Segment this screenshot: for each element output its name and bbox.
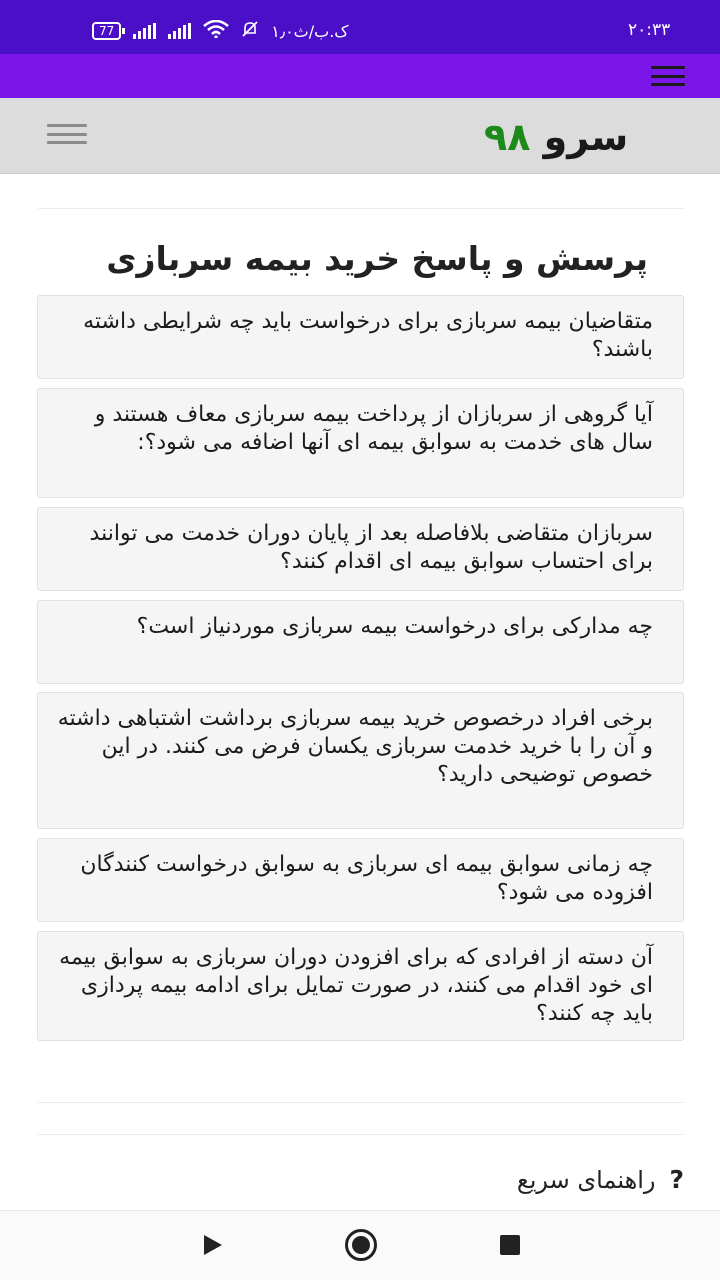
page-title: پرسش و پاسخ خرید بیمه سربازی	[106, 239, 648, 278]
battery-icon	[92, 22, 121, 40]
logo-text: سرو	[543, 115, 629, 159]
site-logo[interactable]	[484, 115, 628, 159]
signal-icon-2	[168, 23, 191, 39]
faq-question: سربازان متقاضی بلافاصله بعد از پایان دوران خدمت می توانند برای احتساب سوابق بیمه ای اقدام کنند؟	[89, 521, 653, 574]
quick-guide[interactable]	[38, 1160, 684, 1200]
divider	[38, 1102, 684, 1103]
home-icon[interactable]	[345, 1229, 377, 1261]
site-header	[0, 98, 720, 174]
divider	[38, 1134, 684, 1135]
faq-question: برخی افراد درخصوص خرید بیمه سربازی برداشت اشتباهی داشته و آن را با خرید خدمت سربازی یکسان فرض می کنند. در این خصوص توضیحی دارید؟	[57, 706, 653, 787]
quick-guide-label: راهنمای سریع	[516, 1166, 656, 1194]
faq-item[interactable]	[37, 600, 684, 684]
network-speed: ۱٫۰ک.ب/ث	[271, 21, 349, 41]
back-icon[interactable]	[204, 1235, 222, 1255]
faq-question: چه زمانی سوابق بیمه ای سربازی به سوابق درخواست کنندگان افزوده می شود؟	[80, 852, 653, 905]
site-menu-icon[interactable]	[47, 124, 87, 144]
divider	[38, 208, 684, 209]
status-icons	[92, 20, 349, 42]
faq-item[interactable]	[37, 692, 684, 829]
wifi-icon	[203, 20, 229, 42]
navigation-bar	[0, 1210, 720, 1280]
faq-question: چه مدارکی برای درخواست بیمه سربازی موردنیاز است؟	[136, 614, 653, 639]
status-bar	[0, 0, 720, 54]
faq-item[interactable]	[37, 931, 684, 1041]
logo-number: ۹۸	[484, 115, 531, 159]
faq-item[interactable]	[37, 838, 684, 922]
clock: ۲۰:۳۳	[628, 20, 671, 40]
signal-icon	[133, 23, 156, 39]
hamburger-icon[interactable]	[651, 66, 685, 86]
faq-question: متقاضیان بیمه سربازی برای درخواست باید چه شرایطی داشته باشند؟	[83, 309, 653, 362]
top-app-bar	[0, 54, 720, 98]
battery-level: 77	[99, 24, 115, 38]
faq-question: آن دسته از افرادی که برای افزودن دوران سربازی به سوابق بیمه ای خود اقدام می کنند، در صورت تمایل برای ادامه بیمه پردازی باید چه کنند؟	[59, 945, 653, 1026]
help-icon: ?	[669, 1165, 684, 1194]
faq-question: آیا گروهی از سربازان از پرداخت بیمه سربازی معاف هستند و سال های خدمت به سوابق بیمه ای آنها اضافه می شود؟:	[94, 402, 653, 455]
mute-bell-icon	[241, 20, 259, 42]
recent-apps-icon[interactable]	[500, 1235, 520, 1255]
faq-item[interactable]	[37, 388, 684, 498]
faq-item[interactable]	[37, 507, 684, 591]
faq-item[interactable]	[37, 295, 684, 379]
